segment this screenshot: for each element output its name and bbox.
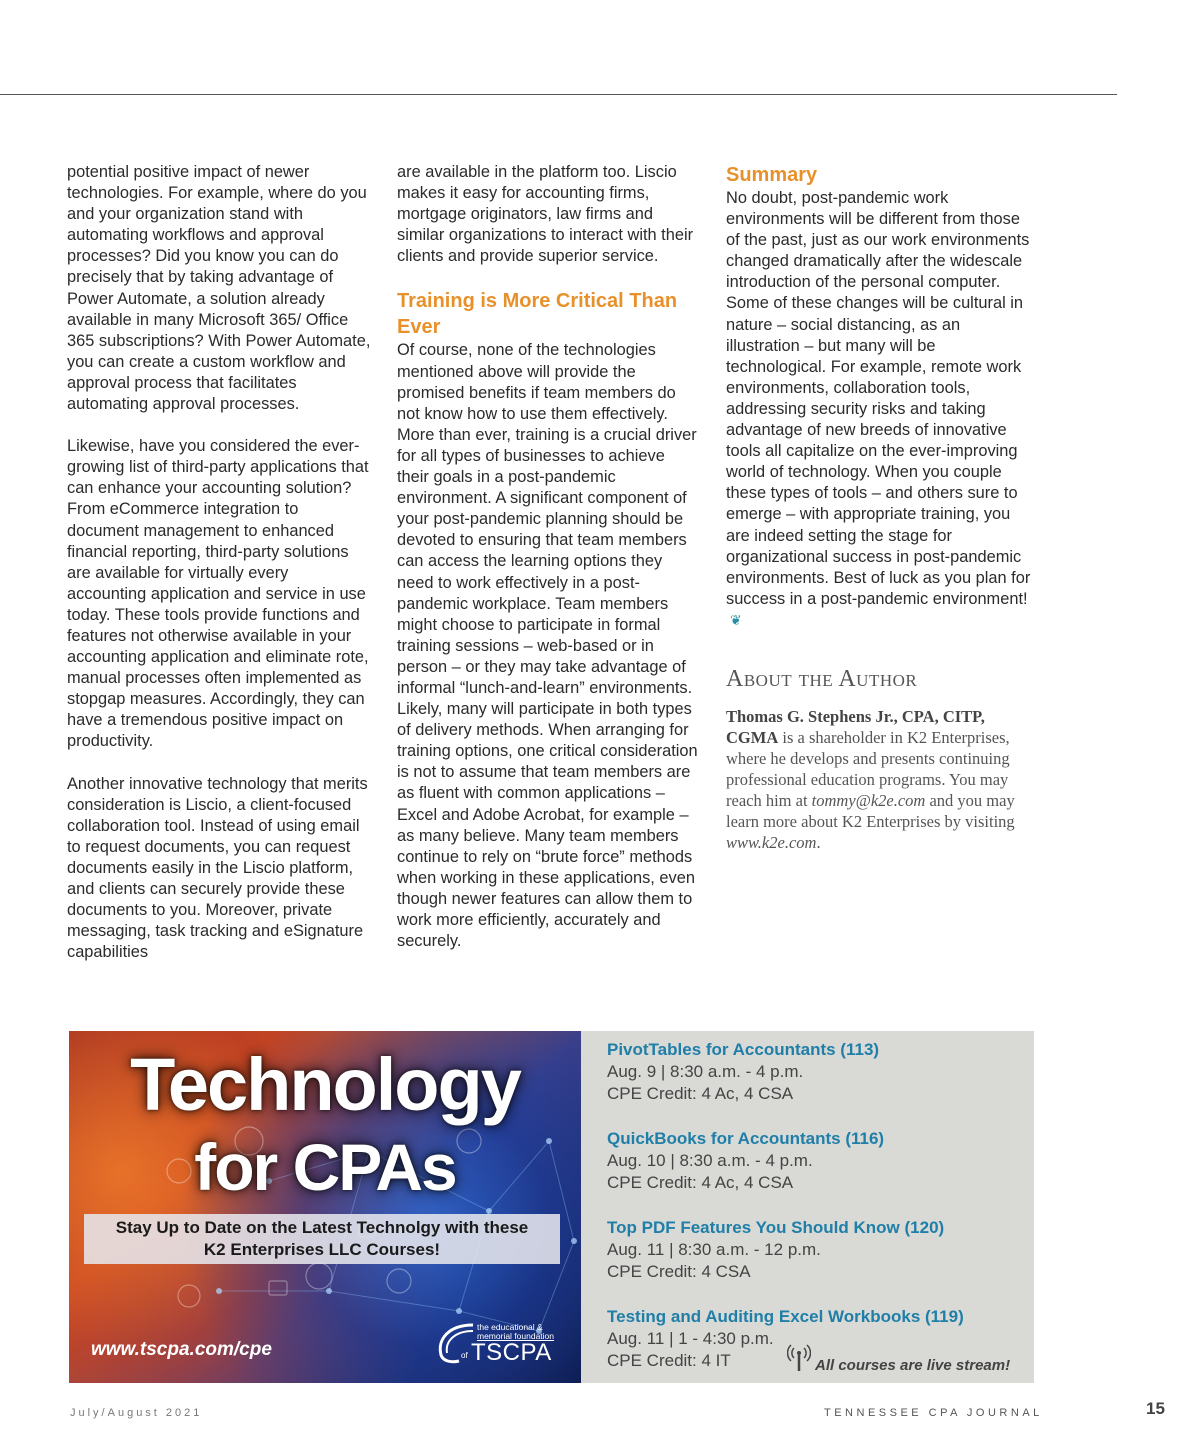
course-list-panel bbox=[581, 1031, 1034, 1383]
course-title[interactable]: Top PDF Features You Should Know (120) bbox=[607, 1218, 945, 1237]
course-title[interactable]: Testing and Auditing Excel Workbooks (119) bbox=[607, 1307, 964, 1326]
course-item[interactable] bbox=[607, 1039, 1027, 1105]
bio-text: and you may learn more about K2 Enterprises by visiting bbox=[726, 791, 1015, 832]
section-heading: Training is More Critical Than Ever bbox=[397, 290, 678, 339]
article-column-3 bbox=[726, 162, 1031, 874]
bio-text: . bbox=[816, 833, 821, 853]
logo-tagline-1: the educational & bbox=[477, 1322, 543, 1332]
tagline-line-2: K2 Enterprises LLC Courses! bbox=[203, 1240, 441, 1259]
course-date: Aug. 11 | 8:30 a.m. - 12 p.m. bbox=[607, 1240, 821, 1259]
author-name: Thomas G. Stephens Jr., CPA, CITP, CGMA bbox=[726, 707, 985, 748]
logo-tagline-2: memorial foundation bbox=[477, 1331, 555, 1341]
course-date: Aug. 9 | 8:30 a.m. - 4 p.m. bbox=[607, 1062, 804, 1081]
live-stream-text: All courses are live stream! bbox=[815, 1357, 1011, 1374]
course-item[interactable] bbox=[607, 1217, 1027, 1283]
issue-date: July/August 2021 bbox=[70, 1407, 203, 1419]
course-credit: CPE Credit: 4 Ac, 4 CSA bbox=[607, 1173, 794, 1192]
tscpa-logo bbox=[437, 1321, 567, 1365]
paragraph: potential positive impact of newer technologies. For example, where do you and your organization stand with automating workflows and approval processes? Did you know you can do precisely that by taking advantage of Power Automate, a solution already available in many Microsoft 365/ Office 365 subscriptions? With Power Automate, you can create a custom workflow and approval process that facilitates automating approval processes. bbox=[67, 163, 371, 414]
top-rule bbox=[0, 94, 1117, 95]
logo-of: of bbox=[461, 1351, 468, 1360]
summary-text: No doubt, post-pandemic work environments will be different from those of the past, just as our work environments changed dramatically after the widescale introduction of the personal computer. Some of these changes will be cultural in nature – social distancing, as an illustration – but many will be technological. For example, remote work environments, collaboration tools, addressing security risks and taking advantage of new breeds of innovative tools all capitalize on the ever-improving world of technology. When you couple these types of tools – and others sure to emerge – with appropriate training, you are indeed setting the stage for organizational success in post-pandemic environments. Best of luck as you plan for success in a post-pandemic environment! bbox=[726, 189, 1031, 608]
course-credit: CPE Credit: 4 IT bbox=[607, 1351, 731, 1370]
paragraph bbox=[726, 188, 1031, 631]
website-link[interactable]: www.k2e.com bbox=[726, 833, 817, 853]
course-credit: CPE Credit: 4 Ac, 4 CSA bbox=[607, 1084, 794, 1103]
course-date: Aug. 11 | 1 - 4:30 p.m. bbox=[607, 1329, 774, 1348]
paragraph: are available in the platform too. Liscio makes it easy for accounting firms, mortgage originators, law firms and similar organizations to interact with their clients and provide superior service. bbox=[397, 163, 694, 266]
ad-title-line-2: for CPAs bbox=[194, 1130, 456, 1204]
paragraph: Another innovative technology that merits consideration is Liscio, a client-focused collaboration tool. Instead of using email to request documents, you can request documents easily in the Liscio platform, and clients can securely provide these documents to you. Moreover, private messaging, task tracking and eSignature capabilities bbox=[67, 774, 368, 962]
author-bio bbox=[726, 706, 1031, 853]
journal-name: TENNESSEE CPA JOURNAL bbox=[824, 1407, 1043, 1419]
broadcast-antenna-icon bbox=[787, 1343, 811, 1373]
about-author-heading: About the Author bbox=[726, 665, 918, 692]
course-credit: CPE Credit: 4 CSA bbox=[607, 1262, 751, 1281]
ad-tagline-banner bbox=[84, 1214, 560, 1264]
bio-text: is a shareholder in K2 Enterprises, where he develops and presents continuing professional education programs. You may reach him at bbox=[726, 728, 1010, 811]
course-title[interactable]: QuickBooks for Accountants (116) bbox=[607, 1129, 885, 1148]
article-column-2 bbox=[397, 162, 699, 973]
course-date: Aug. 10 | 8:30 a.m. - 4 p.m. bbox=[607, 1151, 813, 1170]
tagline-line-1: Stay Up to Date on the Latest Technolgy with these bbox=[115, 1218, 529, 1237]
paragraph: Of course, none of the technologies mentioned above will provide the promised benefits if team members do not know how to use them effectively. More than ever, training is a crucial driver for all types of businesses to achieve their goals in a post-pandemic environment. A significant component of your post-pandemic planning should be devoted to ensuring that team members can access the learning options they need to work effectively in a post-pandemic workplace. Team members might choose to participate in formal training sessions – web-based or in person – or they may take advantage of informal “lunch-and-learn” environments. Likely, many will participate in both types of delivery methods. When arranging for training options, one critical consideration is not to assume that team members are as fluent with common applications – Excel and Adobe Acrobat, for example – as many believe. Many team members continue to rely on “brute force” methods when working in these applications, even though newer features can allow them to work more efficiently, accurately and securely. bbox=[397, 341, 698, 951]
end-mark-icon: ❦ bbox=[730, 611, 742, 628]
cpe-url-link[interactable]: www.tscpa.com/cpe bbox=[91, 1339, 272, 1360]
section-heading: Summary bbox=[726, 164, 818, 186]
tscpa-advertisement bbox=[69, 1031, 1034, 1383]
article-column-1 bbox=[67, 162, 372, 984]
page-number: 15 bbox=[1146, 1399, 1165, 1418]
logo-brand: TSCPA bbox=[471, 1339, 552, 1366]
course-item[interactable] bbox=[607, 1128, 1027, 1194]
author-email-link[interactable]: tommy@k2e.com bbox=[811, 791, 926, 811]
ad-image-panel bbox=[69, 1031, 581, 1383]
paragraph: Likewise, have you considered the ever-growing list of third-party applications that can enhance your accounting solution? From eCommerce integration to document management to enhanced financial reporting, third-party solutions are available for virtually every accounting application and service in use today. These tools provide functions and features not otherwise available in your accounting application and eliminate rote, manual processes often implemented as stopgap measures. Accordingly, they can have a tremendous positive impact on productivity. bbox=[67, 437, 369, 751]
course-title[interactable]: PivotTables for Accountants (113) bbox=[607, 1040, 880, 1059]
ad-title-line-1: Technology bbox=[130, 1043, 520, 1126]
